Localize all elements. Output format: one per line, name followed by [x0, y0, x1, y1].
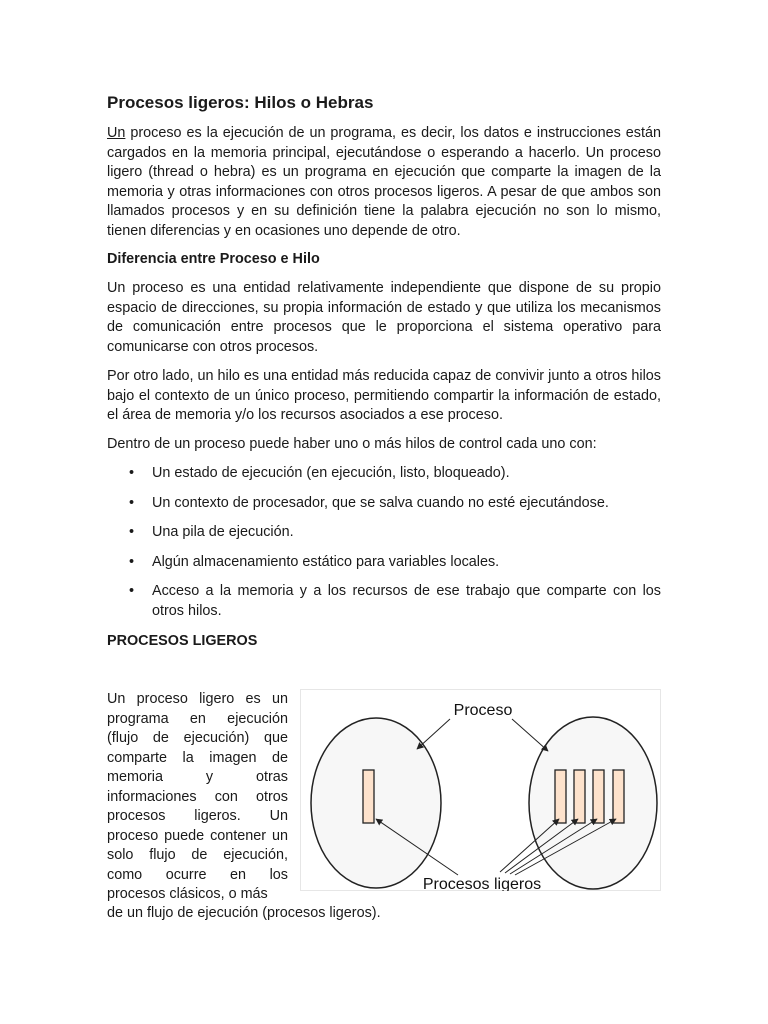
intro-paragraph [107, 124, 661, 241]
intro-underlined-word: Un [107, 125, 126, 141]
list-item: • Un estado de ejecución (en ejecución, listo, bloqueado). [107, 464, 661, 484]
page-title: Procesos ligeros: Hilos o Hebras [107, 93, 374, 112]
list-item: • Un contexto de procesador, que se salva cuando no esté ejecutándose. [107, 494, 661, 514]
thread-bar [593, 770, 604, 823]
label-proceso: Proceso [453, 702, 513, 719]
thread-bar [574, 770, 585, 823]
process-ellipse-left [311, 718, 441, 888]
bullet: • [129, 465, 135, 481]
paragraph-lightweight-tail: de un flujo de ejecución (procesos ligeros). [107, 905, 381, 921]
paragraph-thread: Por otro lado, un hilo es una entidad más reducida capaz de convivir junto a otros hilos bajo el contexto de un único proceso, permitiendo compartir la información de estado, el área de memoria y/o los recursos asociados a ese proceso. [107, 368, 661, 423]
intro-text: proceso es la ejecución de un programa, es decir, los datos e instrucciones están cargados en la memoria principal, ejecutándose o esperando a hacerlo. Un proceso ligero (thread o hebra) es un programa en ejecución que comparte la imagen de la memoria y otras informaciones con otros procesos ligeros. A pesar de que ambos son llamados procesos y en su definición tiene la palabra ejecución no son lo mismo, tienen diferencias y en ocasiones uno depende de otro. [107, 125, 661, 239]
list-item: • Acceso a la memoria y a los recursos de ese trabajo que comparte con los otros hilos. [129, 583, 661, 619]
thread-features-list [107, 464, 661, 631]
bullet: • [129, 553, 135, 570]
section-heading-lightweight: PROCESOS LIGEROS [107, 633, 258, 649]
list-item: • Algún almacenamiento estático para variables locales. [107, 553, 661, 573]
paragraph-lightweight-wrapped: Un proceso ligero es un programa en ejecución (flujo de ejecución) que comparte la imagen de memoria y otras informaciones con otros procesos ligeros. Un proceso puede contener un solo flujo de ejecución, como ocurre en los procesos clásicos, o más [107, 691, 288, 902]
bullet: • [129, 494, 135, 511]
list-item: • Una pila de ejecución. [107, 523, 661, 543]
section-heading-difference: Diferencia entre Proceso e Hilo [107, 251, 320, 267]
thread-bar [363, 770, 374, 823]
label-procesos-ligeros: Procesos ligeros [422, 876, 542, 891]
bullet: • [129, 583, 135, 599]
paragraph-threads-intro: Dentro de un proceso puede haber uno o más hilos de control cada uno con: [107, 436, 597, 452]
bullet: • [129, 524, 135, 540]
process-threads-diagram [300, 689, 661, 891]
thread-bar [613, 770, 624, 823]
paragraph-process: Un proceso es una entidad relativamente independiente que dispone de su propio espacio de direcciones, su propia información de estado y que utiliza los mecanismos de comunicación entre procesos que le proporciona el sistema operativo para comunicarse con otros procesos. [107, 280, 661, 355]
thread-bar [555, 770, 566, 823]
